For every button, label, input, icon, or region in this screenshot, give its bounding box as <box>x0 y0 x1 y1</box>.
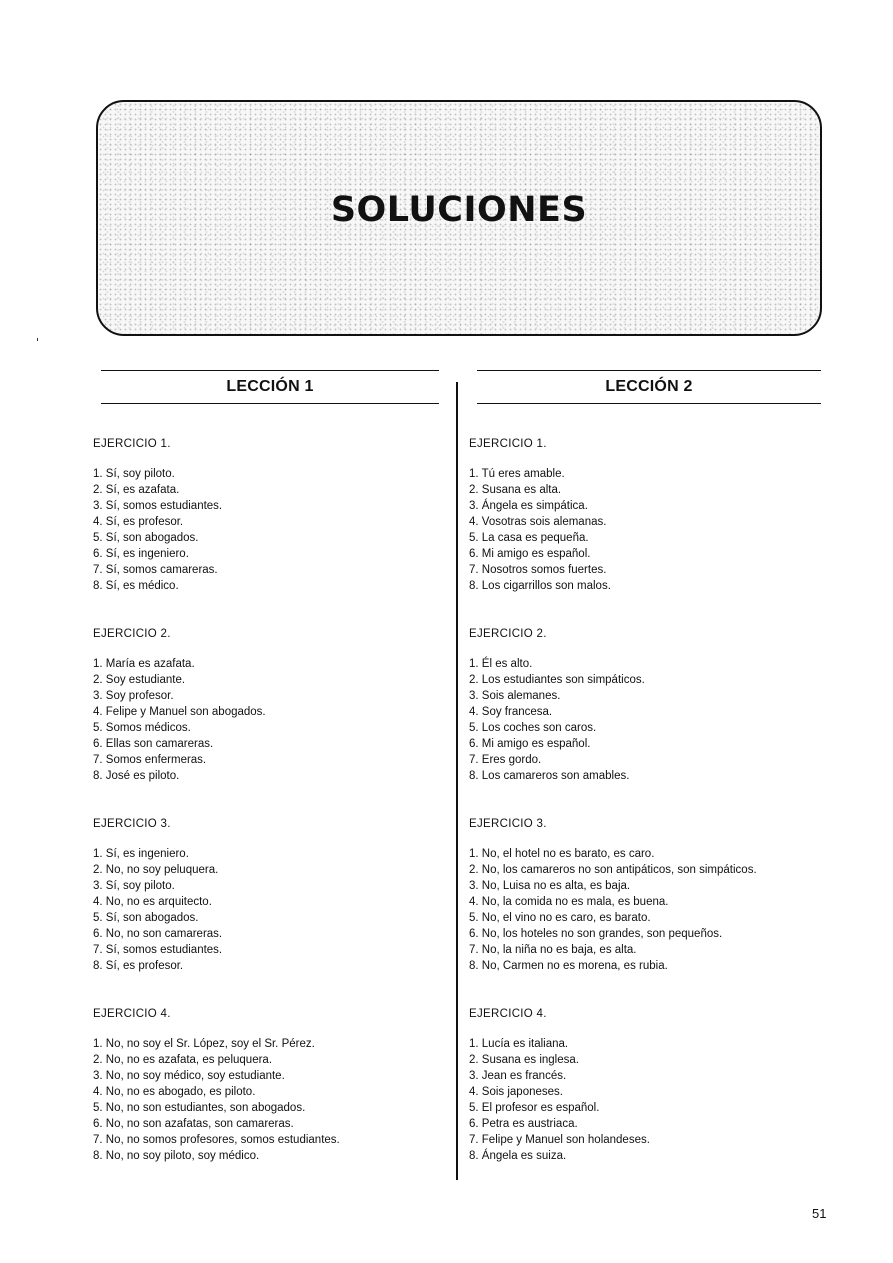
exercise-block <box>93 628 439 784</box>
answer-item: 1. María es azafata. <box>93 658 195 670</box>
answer-list <box>469 846 821 974</box>
answer-item: 6. No, los hoteles no son grandes, son pequeños. <box>469 928 723 940</box>
answer-item: 4. Sí, es profesor. <box>93 516 184 528</box>
answer-item: 5. La casa es pequeña. <box>469 532 589 544</box>
exercise-title: EJERCICIO 2. <box>93 628 171 640</box>
answer-item: 6. Mi amigo es español. <box>469 738 591 750</box>
lesson-title: LECCIÓN 1 <box>101 370 439 404</box>
answer-item: 8. Los cigarrillos son malos. <box>469 580 611 592</box>
answer-item: 1. Él es alto. <box>469 658 533 670</box>
answer-item: 1. Tú eres amable. <box>469 468 565 480</box>
answer-item: 5. Sí, son abogados. <box>93 532 199 544</box>
answer-item: 3. No, no soy médico, soy estudiante. <box>93 1070 285 1082</box>
exercise-title: EJERCICIO 4. <box>469 1008 547 1020</box>
answer-item: 3. Soy profesor. <box>93 690 174 702</box>
answer-item: 8. No, Carmen no es morena, es rubia. <box>469 960 668 972</box>
answer-item: 5. Los coches son caros. <box>469 722 597 734</box>
exercise-title: EJERCICIO 2. <box>469 628 547 640</box>
answer-item: 7. Felipe y Manuel son holandeses. <box>469 1134 650 1146</box>
exercise-block <box>469 628 821 784</box>
answer-item: 2. Soy estudiante. <box>93 674 186 686</box>
answer-item: 6. Ellas son camareras. <box>93 738 214 750</box>
column-divider <box>456 382 458 1180</box>
answer-item: 3. Ángela es simpática. <box>469 500 588 512</box>
answer-list <box>93 656 439 784</box>
answer-item: 2. Susana es inglesa. <box>469 1054 579 1066</box>
answer-item: 5. Sí, son abogados. <box>93 912 199 924</box>
answer-item: 7. Sí, somos camareras. <box>93 564 218 576</box>
exercise-title: EJERCICIO 3. <box>469 818 547 830</box>
answer-item: 3. Jean es francés. <box>469 1070 567 1082</box>
answer-item: 2. Susana es alta. <box>469 484 562 496</box>
answer-item: 8. José es piloto. <box>93 770 180 782</box>
answer-item: 5. El profesor es español. <box>469 1102 600 1114</box>
answer-list <box>93 466 439 594</box>
answer-item: 1. No, no soy el Sr. López, soy el Sr. Pérez. <box>93 1038 315 1050</box>
answer-item: 2. Sí, es azafata. <box>93 484 180 496</box>
answer-item: 3. Sí, somos estudiantes. <box>93 500 223 512</box>
answer-item: 1. Sí, soy piloto. <box>93 468 175 480</box>
exercise-block <box>469 818 821 974</box>
answer-item: 8. Los camareros son amables. <box>469 770 630 782</box>
answer-item: 4. No, no es arquitecto. <box>93 896 212 908</box>
answer-list <box>469 466 821 594</box>
answer-item: 4. Vosotras sois alemanas. <box>469 516 607 528</box>
answer-item: 8. Sí, es profesor. <box>93 960 184 972</box>
answer-item: 2. No, no soy peluquera. <box>93 864 219 876</box>
answer-item: 7. Sí, somos estudiantes. <box>93 944 223 956</box>
answer-item: 4. Felipe y Manuel son abogados. <box>93 706 266 718</box>
answer-list <box>469 1036 821 1164</box>
answer-item: 6. Mi amigo es español. <box>469 548 591 560</box>
soluciones-banner <box>96 100 822 336</box>
answer-list <box>93 846 439 974</box>
answer-item: 4. Soy francesa. <box>469 706 553 718</box>
answer-item: 6. Petra es austriaca. <box>469 1118 578 1130</box>
answer-item: 3. Sí, soy piloto. <box>93 880 175 892</box>
exercise-block <box>469 438 821 594</box>
answer-item: 4. No, la comida no es mala, es buena. <box>469 896 669 908</box>
banner-title: SOLUCIONES <box>330 190 588 230</box>
answer-item: 8. No, no soy piloto, soy médico. <box>93 1150 260 1162</box>
answer-item: 4. No, no es abogado, es piloto. <box>93 1086 256 1098</box>
answer-item: 5. Somos médicos. <box>93 722 191 734</box>
answer-item: 1. Lucía es italiana. <box>469 1038 569 1050</box>
lesson-column <box>93 370 439 1164</box>
exercise-block <box>93 818 439 974</box>
answer-item: 7. Eres gordo. <box>469 754 542 766</box>
answer-item: 5. No, no son estudiantes, son abogados. <box>93 1102 306 1114</box>
page-number: 51 <box>812 1206 827 1221</box>
answer-item: 8. Ángela es suiza. <box>469 1150 567 1162</box>
answer-item: 3. Sois alemanes. <box>469 690 561 702</box>
margin-mark <box>37 338 38 341</box>
answer-item: 1. No, el hotel no es barato, es caro. <box>469 848 655 860</box>
answer-item: 2. No, los camareros no son antipáticos, son simpáticos. <box>469 864 757 876</box>
lesson-column <box>469 370 821 1164</box>
answer-item: 1. Sí, es ingeniero. <box>93 848 189 860</box>
exercise-block <box>93 1008 439 1164</box>
answer-item: 3. No, Luisa no es alta, es baja. <box>469 880 631 892</box>
answer-item: 4. Sois japoneses. <box>469 1086 563 1098</box>
answer-item: 7. Somos enfermeras. <box>93 754 207 766</box>
exercise-title: EJERCICIO 4. <box>93 1008 171 1020</box>
exercise-block <box>469 1008 821 1164</box>
answer-item: 5. No, el vino no es caro, es barato. <box>469 912 651 924</box>
answer-item: 6. Sí, es ingeniero. <box>93 548 189 560</box>
answer-list <box>93 1036 439 1164</box>
exercise-title: EJERCICIO 1. <box>469 438 547 450</box>
exercise-block <box>93 438 439 594</box>
answer-item: 2. Los estudiantes son simpáticos. <box>469 674 645 686</box>
answer-item: 6. No, no son camareras. <box>93 928 223 940</box>
lesson-title: LECCIÓN 2 <box>477 370 821 404</box>
answer-item: 7. Nosotros somos fuertes. <box>469 564 607 576</box>
answer-item: 7. No, la niña no es baja, es alta. <box>469 944 637 956</box>
answer-item: 6. No, no son azafatas, son camareras. <box>93 1118 294 1130</box>
answer-item: 2. No, no es azafata, es peluquera. <box>93 1054 273 1066</box>
answer-list <box>469 656 821 784</box>
answer-item: 8. Sí, es médico. <box>93 580 179 592</box>
exercise-title: EJERCICIO 1. <box>93 438 171 450</box>
exercise-title: EJERCICIO 3. <box>93 818 171 830</box>
answer-item: 7. No, no somos profesores, somos estudiantes. <box>93 1134 340 1146</box>
